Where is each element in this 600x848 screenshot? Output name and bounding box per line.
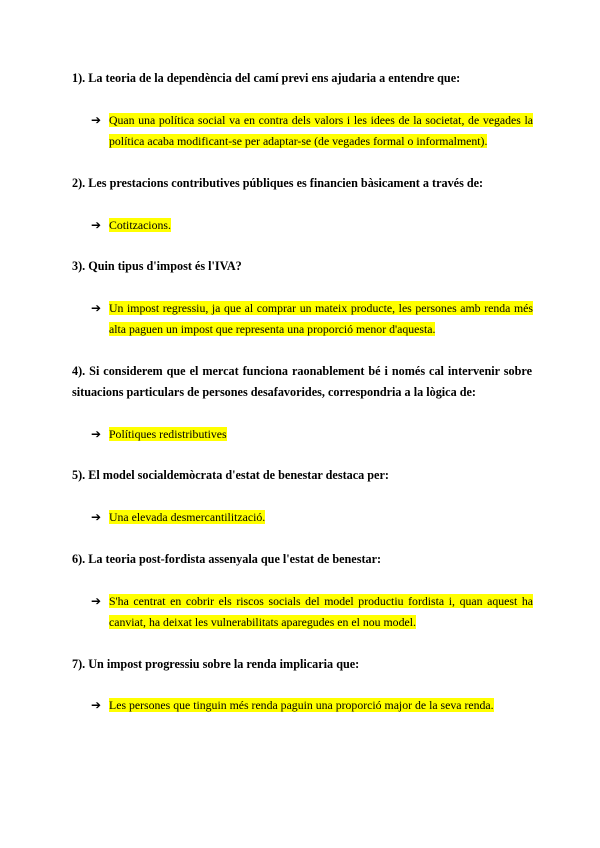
answer-7 — [91, 695, 533, 716]
right-arrow-icon: ➔ — [91, 698, 102, 712]
answer-3-text: Un impost regressiu, ja que al comprar un mateix producte, les persones amb renda més alta paguen un impost que representa una proporció menor d'aquesta. — [109, 301, 533, 336]
question-7: 7). Un impost progressiu sobre la renda implicaria que: — [72, 657, 360, 671]
right-arrow-icon: ➔ — [91, 510, 102, 524]
answer-2-text: Cotitzacions. — [109, 218, 171, 232]
answer-1 — [91, 110, 533, 152]
answer-5-text: Una elevada desmercantilització. — [109, 510, 266, 524]
right-arrow-icon: ➔ — [91, 301, 102, 315]
question-5: 5). El model socialdemòcrata d'estat de benestar destaca per: — [72, 468, 389, 482]
answer-3 — [91, 298, 533, 340]
right-arrow-icon: ➔ — [91, 427, 102, 441]
question-6: 6). La teoria post-fordista assenyala que l'estat de benestar: — [72, 552, 382, 566]
question-2: 2). Les prestacions contributives públiques es financien bàsicament a través de: — [72, 176, 484, 190]
question-3: 3). Quin tipus d'impost és l'IVA? — [72, 259, 242, 273]
right-arrow-icon: ➔ — [91, 594, 102, 608]
answer-4-text: Polítiques redistributives — [109, 427, 227, 441]
answer-4 — [91, 424, 533, 445]
answer-6-text: S'ha centrat en cobrir els riscos socials del model productiu fordista i, quan aquest ha canviat, ha deixat les vulnerabilitats aparegudes en el nou model. — [109, 594, 533, 629]
answer-5 — [91, 507, 533, 528]
answer-1-text: Quan una política social va en contra dels valors i les idees de la societat, de vegades la política acaba modificant-se per adaptar-se (de vegades formal o informalment). — [109, 113, 533, 148]
answer-6 — [91, 591, 533, 633]
answer-7-text: Les persones que tinguin més renda paguin una proporció major de la seva renda. — [109, 698, 494, 712]
answer-2 — [91, 215, 533, 236]
right-arrow-icon: ➔ — [91, 218, 102, 232]
right-arrow-icon: ➔ — [91, 113, 102, 127]
question-4: 4). Si considerem que el mercat funciona raonablement bé i només cal intervenir sobre situacions particulars de persones desafavorides, correspondria a la lògica de: — [72, 364, 532, 399]
question-1: 1). La teoria de la dependència del camí previ ens ajudaria a entendre que: — [72, 71, 461, 85]
